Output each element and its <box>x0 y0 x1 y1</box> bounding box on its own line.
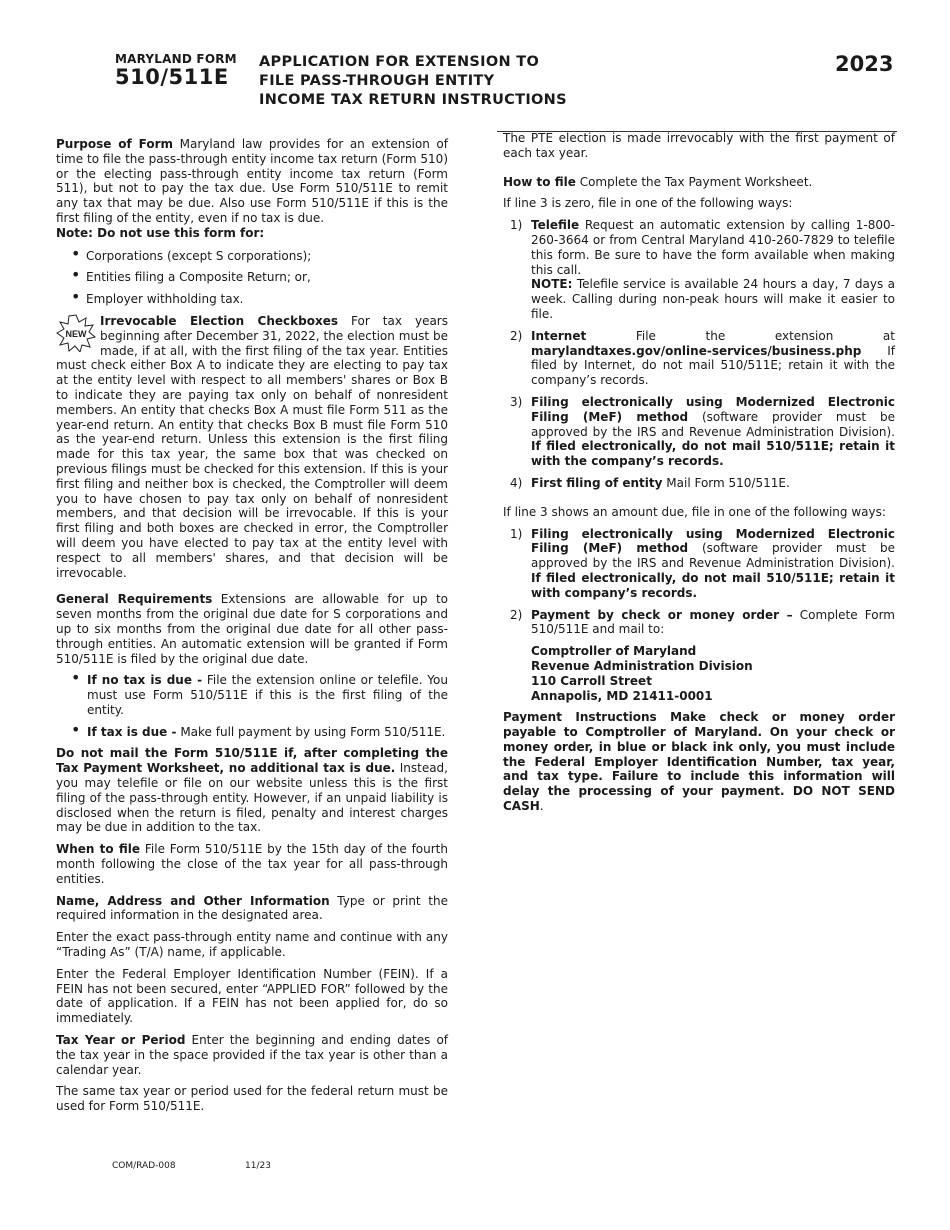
form-code: COM/RAD-008 <box>112 1161 176 1171</box>
document-title <box>259 53 567 110</box>
title-line: APPLICATION FOR EXTENSION TO <box>259 54 540 70</box>
how-body: Complete the Tax Payment Worksheet. <box>579 174 813 189</box>
payment-body: Complete Form 510/511E and mail to: <box>531 607 895 637</box>
when-heading: When to file <box>56 842 141 857</box>
list-item <box>56 725 448 740</box>
pte-paragraph: The PTE election is made irrevocably with the first payment of each tax year. <box>503 131 895 160</box>
internet-pre: File the extension at <box>635 328 895 343</box>
tax-year-section <box>56 1033 448 1077</box>
form-number: 510/511E <box>115 65 229 89</box>
mef-body: (software provider must be approved by the IRS and Revenue Administration Division). <box>531 541 895 571</box>
mef-body: (software provider must be approved by the IRS and Revenue Administration Division). <box>531 409 895 439</box>
internet-heading: Internet <box>531 328 587 343</box>
zero-intro: If line 3 is zero, file in one of the following ways: <box>503 196 793 211</box>
tax-year: 2023 <box>835 52 894 76</box>
do-not-mail-bold: Do not mail the Form 510/511E if, after completing the Tax Payment Worksheet, no additional tax is due. <box>56 746 448 776</box>
left-column <box>56 137 448 1121</box>
telefile-heading: Telefile <box>531 218 580 233</box>
list-item: • Corporations (except S corporations); <box>56 249 448 264</box>
note-heading-text: Note: Do not use this form for: <box>56 225 265 240</box>
tax-year-body: Enter the beginning and ending dates of the tax year in the space provided if the tax year is other than a calendar year. <box>56 1033 449 1077</box>
first-filing-heading: First filing of entity <box>531 475 663 490</box>
when-body: File Form 510/511E by the 15th day of the fourth month following the close of the tax year for all pass-through entities. <box>56 842 448 886</box>
general-heading: General Requirements <box>56 592 213 607</box>
mef-heading: Filing electronically using Modernized Electronic Filing (MeF) method <box>531 394 895 424</box>
list-item: • Entities filing a Composite Return; or, <box>56 270 448 285</box>
spacer <box>503 498 895 505</box>
general-section <box>56 592 448 666</box>
due-intro: If line 3 shows an amount due, file in one of the following ways: <box>503 504 886 519</box>
no-tax-heading: If no tax is due - <box>87 673 203 688</box>
name-heading: Name, Address and Other Information <box>56 893 330 908</box>
mailing-address <box>531 644 895 703</box>
due-options-list <box>503 527 895 638</box>
right-column <box>503 131 895 821</box>
tax-year-heading: Tax Year or Period <box>56 1033 186 1048</box>
list-item <box>56 673 448 717</box>
enter-name-paragraph: Enter the exact pass-through entity name and continue with any “Trading As” (T/A) name, if applicable. <box>56 930 448 960</box>
address-line: 110 Carroll Street <box>531 673 652 688</box>
do-not-mail-section <box>56 746 448 835</box>
same-year-paragraph: The same tax year or period used for the federal return must be used for Form 510/511E. <box>56 1084 448 1114</box>
first-filing-body: Mail Form 510/511E. <box>666 475 790 490</box>
mef-bold: If filed electronically, do not mail 510/511E; retain it with the company’s records. <box>531 439 895 469</box>
enter-fein-paragraph: Enter the Federal Employer Identification Number (FEIN). If a FEIN has not been secured, enter “APPLIED FOR” followed by the date of application. If a FEIN has not been applied for, do so immediately. <box>56 966 448 1026</box>
tax-due-body: Make full payment by using Form 510/511E. <box>180 724 446 739</box>
how-to-file-section <box>503 175 895 190</box>
irrevocable-heading: Irrevocable Election Checkboxes <box>100 313 338 328</box>
list-item <box>503 329 895 388</box>
form-label: MARYLAND FORM <box>115 52 237 66</box>
name-body: Type or print the required information in the designated area. <box>56 893 448 923</box>
irrevocable-body: For tax years beginning after December 31, 2022, the election must be made, if at all, with the first filing of the tax year. Entities must check either Box A to indicate they are electing to pay tax at the entity level with respect to all members' shares or Box B to indicate they are paying tax only on behalf of nonresident members. An entity that checks Box A must file Form 511 as the year-end return. An entity that checks Box B must file Form 510 as the year-end return. Unless this extension is the first filing made for this tax year, the same box that was checked on previous filings must be checked for this extension. If this is your first filing and neither box is checked, the Comptroller will deem you to have chosen to pay tax only on behalf of nonresident members, and that decision will be irrevocable. If this is your first filing and both boxes are checked in error, the Comptroller will deem you have elected to pay tax at the entity level with respect to all members' shares, and that decision will be irrevocable. <box>56 313 448 580</box>
item-number: 2) <box>510 328 523 343</box>
note-heading <box>56 226 448 241</box>
payment-instructions-end: . <box>539 799 544 814</box>
do-not-mail-body: Instead, you may telefile or file on our website unless this is the first filing of the pass-through entity. However, if an unpaid liability is disclosed when the return is filed, penalty and interest charges may be due in addition to the tax. <box>56 761 448 835</box>
title-line: INCOME TAX RETURN INSTRUCTIONS <box>259 92 567 108</box>
internet-post: If filed by Internet, do not mail 510/511E; retain it with the company’s records. <box>531 343 895 388</box>
note-label: NOTE: <box>531 277 573 292</box>
no-tax-body: File the extension online or telefile. You must use Form 510/511E if this is the first filing of the entity. <box>87 673 448 717</box>
list-item <box>503 608 895 638</box>
item-number: 3) <box>510 394 523 409</box>
list-item <box>503 527 895 601</box>
tax-due-heading: If tax is due - <box>87 724 177 739</box>
list-item: • Employer withholding tax. <box>56 292 448 307</box>
purpose-heading: Purpose of Form <box>56 137 174 151</box>
mef-heading: Filing electronically using Modernized Electronic Filing (MeF) method <box>531 526 895 556</box>
how-heading: How to file <box>503 174 576 189</box>
new-badge-text: NEW <box>65 328 87 339</box>
address-line: Comptroller of Maryland <box>531 644 697 659</box>
name-section <box>56 894 448 924</box>
general-body: Extensions are allowable for up to seven months from the original due date for S corporations and up to six months from the original due date for all other pass-through entities. An automatic extension will be granted if Form 510/511E is filed by the original due date. <box>56 592 448 666</box>
list-item <box>503 395 895 469</box>
irrevocable-section <box>56 314 448 580</box>
item-number: 2) <box>510 607 523 622</box>
address-line: Annapolis, MD 21411-0001 <box>531 688 713 703</box>
address-line: Revenue Administration Division <box>531 658 753 673</box>
general-list <box>56 673 448 739</box>
item-number: 1) <box>510 526 523 541</box>
payment-instructions-bold: Payment Instructions Make check or money order payable to Comptroller of Maryland. On your check or money order, in blue or black ink only, you must include the Federal Employer Identification Number, tax year, and tax type. Failure to include this information will delay the processing of your payment. DO NOT SEND CASH <box>503 710 895 814</box>
zero-options-list <box>503 218 895 491</box>
telefile-body: Request an automatic extension by calling 1-800-260-3664 or from Central Maryland 410-260-7829 to telefile this form. Be sure to have the form available when making this call. <box>531 218 895 277</box>
purpose-body: Maryland law provides for an extension of time to file the pass-through entity income tax return (Form 510) or the electing pass-through entity income tax return (Form 511), but not to pay the tax due. Use Form 510/511E to remit any tax that may be due. Also use Form 510/511E if this is the first filing of the entity, even if no tax is due. <box>56 137 448 225</box>
note-list <box>56 249 448 307</box>
item-number: 4) <box>510 475 523 490</box>
payment-instructions <box>503 710 895 814</box>
revision-date: 11/23 <box>245 1161 271 1171</box>
telefile-note: Telefile service is available 24 hours a day, 7 days a week. Calling during non-peak hours will make it easier to file. <box>531 277 895 321</box>
list-item <box>503 476 895 491</box>
list-item <box>503 218 895 322</box>
purpose-section <box>56 137 448 226</box>
mef-bold: If filed electronically, do not mail 510/511E; retain it with company’s records. <box>531 570 895 600</box>
title-line: FILE PASS-THROUGH ENTITY <box>259 73 495 89</box>
new-starburst-icon <box>56 314 96 352</box>
when-section <box>56 842 448 886</box>
internet-url-link[interactable]: marylandtaxes.gov/online-services/business.php <box>531 343 862 358</box>
payment-heading: Payment by check or money order – <box>531 607 793 622</box>
item-number: 1) <box>510 218 523 233</box>
